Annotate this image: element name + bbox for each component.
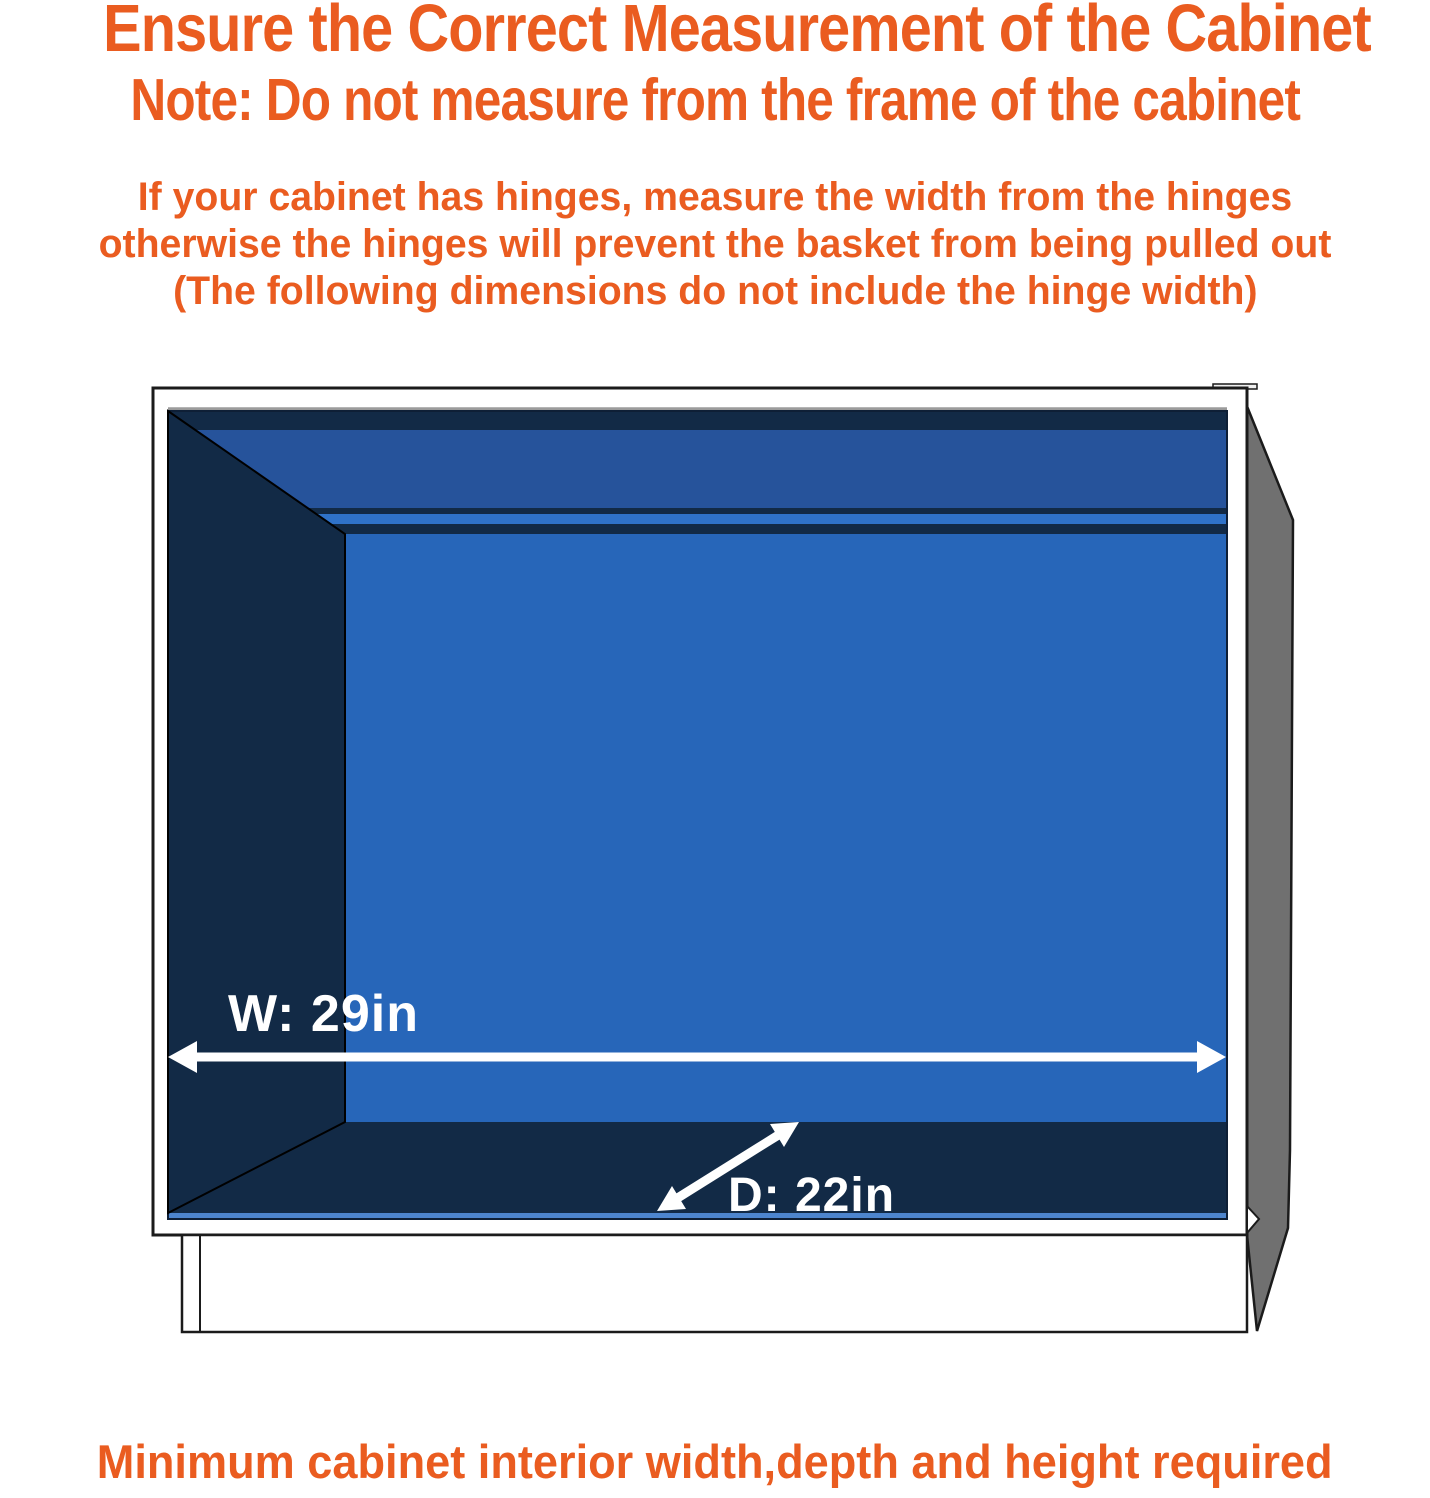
hinge-note-line-3: (The following dimensions do not include the hinge width) <box>172 269 1258 313</box>
page-title-text: Ensure the Correct Measurement of the Cabinet <box>103 0 1371 66</box>
depth-label: D: 22in <box>728 1169 896 1222</box>
hinge-note-line-1: If your cabinet has hinges, measure the width from the hinges <box>137 175 1293 219</box>
cabinet-floor <box>168 1122 1227 1213</box>
cabinet-ceiling-front-band <box>168 411 1227 430</box>
cabinet-left-wall <box>168 411 345 1213</box>
page-subtitle-text: Note: Do not measure from the frame of the cabinet <box>130 67 1300 133</box>
cabinet-rail-dark-line-upper <box>168 508 1227 514</box>
cabinet-ceiling-panel <box>168 430 1227 508</box>
hinge-note-line-2: otherwise the hinges will prevent the basket from being pulled out <box>98 222 1332 266</box>
width-label: W: 29in <box>228 985 419 1043</box>
cabinet-toe-kick <box>182 1235 1247 1332</box>
footer-caption-text: Minimum cabinet interior width,depth and height required <box>97 1435 1333 1488</box>
footer-caption <box>0 1436 1430 1488</box>
